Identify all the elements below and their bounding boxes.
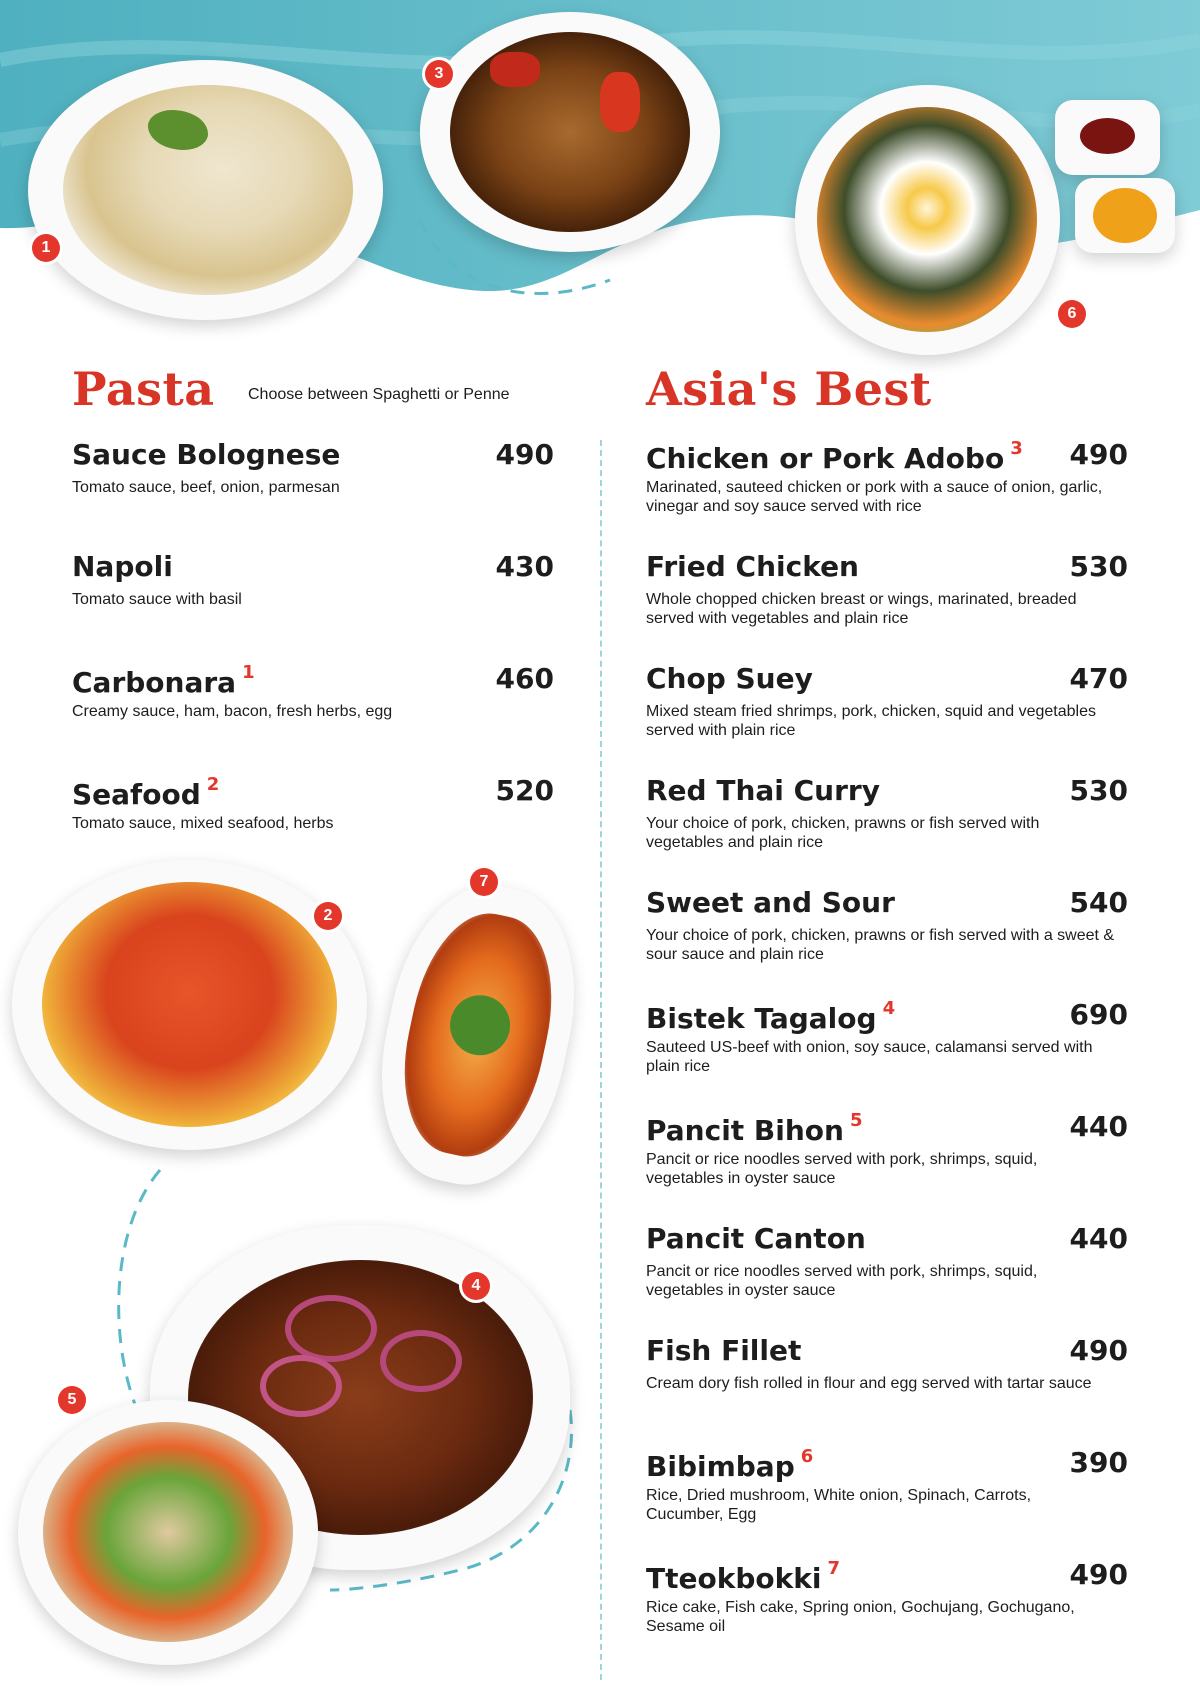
item-description: Whole chopped chicken breast or wings, marinated, breaded served with vegetables and plain rice <box>646 591 1077 627</box>
item-name: Bistek Tagalog $^4$ <box>646 998 896 1035</box>
item-name: Seafood $^2$ <box>72 774 220 811</box>
carbonara-dish-image <box>28 60 383 320</box>
column-divider <box>600 440 602 1680</box>
item-name: Sweet and Sour <box>646 886 895 919</box>
menu-item <box>72 774 554 864</box>
item-price: 460 <box>495 662 554 695</box>
item-price: 520 <box>495 774 554 807</box>
menu-item <box>646 886 1128 976</box>
badge-2: 2 <box>314 902 342 930</box>
item-ref-number: 2 <box>206 774 220 795</box>
item-description: Cream dory fish rolled in flour and egg served with tartar sauce <box>646 1375 1092 1392</box>
item-description: Tomato sauce with basil <box>72 591 242 608</box>
bibimbap-dish-image <box>795 85 1060 355</box>
item-price: 470 <box>1069 662 1128 695</box>
badge-4: 4 <box>462 1272 490 1300</box>
menu-item <box>646 774 1128 864</box>
item-description: Mixed steam fried shrimps, pork, chicken, squid and vegetables served with plain rice <box>646 703 1096 739</box>
item-name: Pancit Bihon $^5$ <box>646 1110 863 1147</box>
item-description: Your choice of pork, chicken, prawns or fish served with a sweet & sour sauce and plain rice <box>646 927 1115 963</box>
menu-item <box>646 662 1128 752</box>
item-description: Rice, Dried mushroom, White onion, Spinach, Carrots, Cucumber, Egg <box>646 1487 1032 1523</box>
item-ref-number: 3 <box>1010 438 1023 459</box>
sauce-dish-yellow-image <box>1075 178 1175 253</box>
item-price: 440 <box>1069 1222 1128 1255</box>
item-description: Tomato sauce, beef, onion, parmesan <box>72 479 340 496</box>
item-description: Creamy sauce, ham, bacon, fresh herbs, egg <box>72 703 393 720</box>
sauce-dish-red-image <box>1055 100 1160 175</box>
menu-item <box>646 1446 1128 1536</box>
item-name: Pancit Canton <box>646 1222 866 1255</box>
item-name: Fried Chicken <box>646 550 859 583</box>
item-name: Chicken or Pork Adobo $^3$ <box>646 438 1023 475</box>
item-name: Carbonara $^1$ <box>72 662 255 699</box>
badge-5: 5 <box>58 1386 86 1414</box>
pancit-bihon-dish-image <box>18 1400 318 1665</box>
menu-item <box>646 550 1128 640</box>
item-description: Pancit or rice noodles served with pork, shrimps, squid, vegetables in oyster sauce <box>646 1263 1038 1299</box>
item-name: Chop Suey <box>646 662 813 695</box>
item-price: 530 <box>1069 550 1128 583</box>
pasta-section-title: Pasta <box>72 362 215 416</box>
item-price: 390 <box>1069 1446 1128 1479</box>
menu-item <box>646 1334 1128 1424</box>
badge-3: 3 <box>425 60 453 88</box>
pasta-subtitle: Choose between Spaghetti or Penne <box>248 386 510 403</box>
item-price: 540 <box>1069 886 1128 919</box>
item-name: Napoli <box>72 550 173 583</box>
adobo-dish-image <box>420 12 720 252</box>
item-ref-number: 1 <box>242 662 255 683</box>
menu-item <box>72 662 554 752</box>
item-ref-number: 7 <box>827 1558 840 1579</box>
menu-item <box>72 438 554 528</box>
asia-section-title: Asia's Best <box>646 362 932 416</box>
badge-6: 6 <box>1058 300 1086 328</box>
item-description: Marinated, sauteed chicken or pork with a sauce of onion, garlic, vinegar and soy sauce served with rice <box>646 479 1103 515</box>
item-price: 490 <box>1069 1558 1128 1591</box>
item-name: Fish Fillet <box>646 1334 802 1367</box>
item-description: Tomato sauce, mixed seafood, herbs <box>72 815 334 832</box>
menu-item <box>72 550 554 640</box>
menu-item <box>646 1222 1128 1312</box>
item-price: 490 <box>1069 438 1128 471</box>
seafood-pasta-dish-image <box>12 860 367 1150</box>
item-price: 690 <box>1069 998 1128 1031</box>
menu-item <box>646 1110 1128 1200</box>
item-price: 490 <box>1069 1334 1128 1367</box>
item-description: Pancit or rice noodles served with pork, shrimps, squid, vegetables in oyster sauce <box>646 1151 1038 1187</box>
item-name: Bibimbap $^6$ <box>646 1446 814 1483</box>
item-price: 490 <box>495 438 554 471</box>
item-name: Sauce Bolognese <box>72 438 341 471</box>
badge-7: 7 <box>470 868 498 896</box>
item-ref-number: 6 <box>800 1446 814 1467</box>
item-description: Sauteed US-beef with onion, soy sauce, calamansi served with plain rice <box>646 1039 1093 1075</box>
item-ref-number: 5 <box>849 1110 863 1131</box>
item-description: Rice cake, Fish cake, Spring onion, Gochujang, Gochugano, Sesame oil <box>646 1599 1075 1635</box>
item-price: 440 <box>1069 1110 1128 1143</box>
item-price: 430 <box>495 550 554 583</box>
item-price: 530 <box>1069 774 1128 807</box>
item-ref-number: 4 <box>882 998 896 1019</box>
item-description: Your choice of pork, chicken, prawns or fish served with vegetables and plain rice <box>646 815 1040 851</box>
item-name: Tteokbokki $^7$ <box>646 1558 840 1595</box>
menu-item <box>646 438 1128 528</box>
menu-item <box>646 998 1128 1088</box>
badge-1: 1 <box>32 234 60 262</box>
item-name: Red Thai Curry <box>646 774 880 807</box>
menu-item <box>646 1558 1128 1648</box>
